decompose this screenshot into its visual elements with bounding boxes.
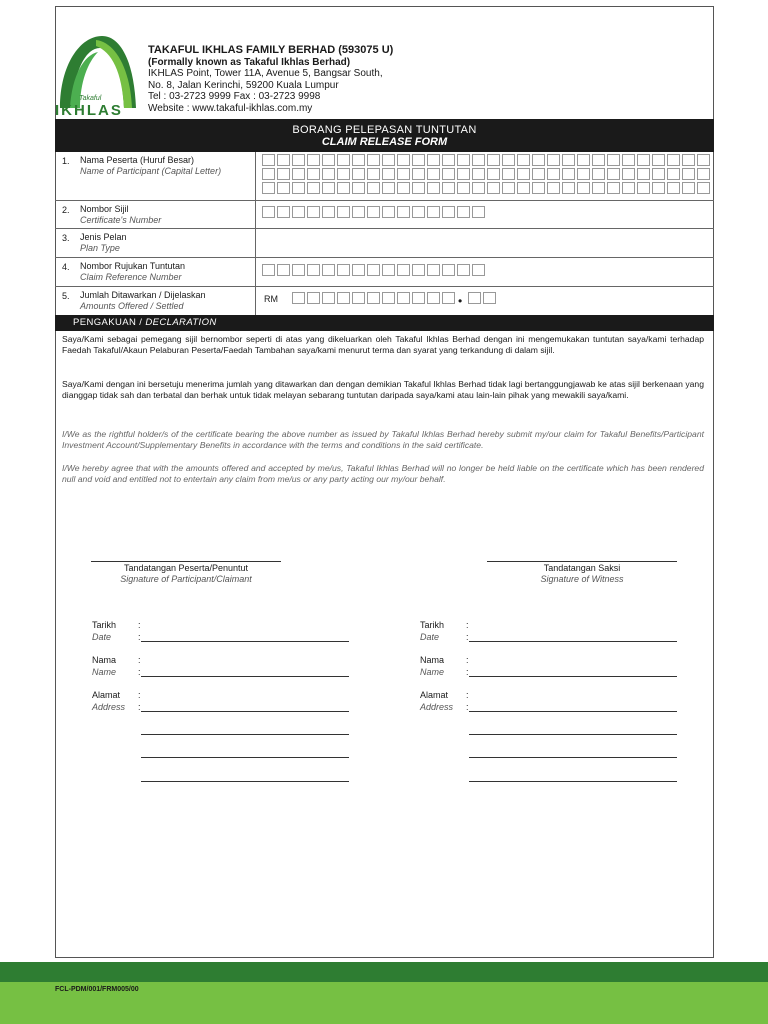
colon: : (466, 655, 469, 665)
address-label: Alamat (92, 690, 121, 700)
char-box[interactable] (457, 206, 470, 218)
char-box[interactable] (472, 206, 485, 218)
char-box[interactable] (652, 154, 665, 166)
char-box[interactable] (367, 292, 380, 304)
char-box[interactable] (577, 182, 590, 194)
char-box[interactable] (457, 168, 470, 180)
amount-input[interactable] (256, 287, 714, 315)
char-box[interactable] (412, 264, 425, 276)
char-box[interactable] (607, 168, 620, 180)
char-box[interactable] (292, 264, 305, 276)
char-box[interactable] (397, 264, 410, 276)
char-box[interactable] (682, 168, 695, 180)
char-box[interactable] (652, 182, 665, 194)
char-box[interactable] (337, 206, 350, 218)
char-box[interactable] (352, 206, 365, 218)
logo-wordmark: IKHLAS (55, 102, 123, 119)
char-box[interactable] (397, 154, 410, 166)
char-box[interactable] (547, 182, 560, 194)
char-box[interactable] (637, 182, 650, 194)
char-box[interactable] (322, 264, 335, 276)
field-number: 1. (62, 156, 70, 166)
char-box[interactable] (277, 168, 290, 180)
field-label-cell (55, 287, 256, 315)
char-box[interactable] (412, 292, 425, 304)
char-box[interactable] (682, 182, 695, 194)
field-row-claim-reference (55, 258, 714, 287)
char-boxes-row-2[interactable] (262, 168, 712, 180)
char-box[interactable] (307, 292, 320, 304)
char-box[interactable] (367, 182, 380, 194)
date-label-english: Date (420, 632, 440, 642)
declaration-paragraph-1: Saya/Kami sebagai pemegang sijil bernombor seperti di atas yang dikeluarkan oleh Takaful Ikhlas Berhad dengan ini mengemukakan tuntutan saya/kami terhadap Faedah Takaful/Akaun Pelaburan Peserta/Faedah Tambahan saya/kami menurut terma dan syarat yang terkandung di dalam sijil. (62, 334, 704, 356)
name-label: Nama (420, 655, 445, 665)
char-box[interactable] (307, 182, 320, 194)
colon: : (138, 632, 141, 642)
participant-signature-text: Tandatangan Peserta/Penuntut (123, 563, 249, 573)
char-box[interactable] (352, 168, 365, 180)
char-box[interactable] (532, 168, 545, 180)
char-box[interactable] (337, 154, 350, 166)
form-title-bar (55, 119, 714, 152)
declaration-paragraph-english-2: I/We hereby agree that with the amounts offered and accepted by me/us, Takaful Ikhlas Berhad will no longer be held liable on the certificate which has been rendered null and void and entitled not to entertain any claim from me/us or any party acting our my/our behalf. (62, 463, 704, 485)
participant-signature-label (91, 563, 281, 585)
char-box[interactable] (382, 154, 395, 166)
char-box[interactable] (472, 182, 485, 194)
form-code: FCL-PDM/001/FRM005/00 (55, 986, 139, 993)
char-box[interactable] (427, 182, 440, 194)
char-box[interactable] (607, 154, 620, 166)
char-box[interactable] (322, 182, 335, 194)
char-box[interactable] (412, 182, 425, 194)
colon: : (138, 620, 141, 630)
company-formerly: (Formally known as Takaful Ikhlas Berhad) (148, 56, 351, 68)
char-box[interactable] (457, 182, 470, 194)
name-label-english: Name (420, 667, 445, 677)
char-box[interactable] (337, 264, 350, 276)
char-box[interactable] (667, 168, 680, 180)
char-box[interactable] (592, 168, 605, 180)
witness-address-line-3[interactable] (469, 757, 677, 758)
company-info (148, 45, 393, 114)
colon: : (466, 667, 469, 677)
field-row-amount (55, 287, 714, 315)
char-box[interactable] (322, 154, 335, 166)
char-box[interactable] (367, 264, 380, 276)
amount-sen-boxes[interactable] (468, 292, 498, 304)
field-label: Jenis Pelan (80, 232, 127, 242)
field-label-cell (55, 229, 256, 257)
char-box[interactable] (472, 168, 485, 180)
char-box[interactable] (622, 168, 635, 180)
char-box[interactable] (412, 168, 425, 180)
colon: : (466, 690, 469, 700)
participant-signature-text-english: Signature of Participant/Claimant (120, 574, 252, 584)
field-label: Nama Peserta (Huruf Besar) (80, 155, 195, 165)
colon: : (138, 655, 141, 665)
char-box[interactable] (442, 182, 455, 194)
participant-address-line-2[interactable] (141, 734, 349, 735)
witness-signature-line[interactable] (487, 561, 677, 562)
declaration-paragraph-2: Saya/Kami dengan ini bersetuju menerima jumlah yang ditawarkan dan dengan demikian Takaful Ikhlas Berhad tidak lagi bertanggungjawab ke atas sijil berkenaan yang dianggap tidak sah dan terbatal dan berhak untuk tidak melayan sebarang tuntutan daripada saya/kami atau lain-lain pihak yang mewakili saya/kami. (62, 379, 704, 401)
declaration-heading: PENGAKUAN / (73, 317, 146, 328)
field-label-english: Amounts Offered / Settled (80, 301, 184, 311)
colon: : (466, 620, 469, 630)
char-box[interactable] (352, 154, 365, 166)
char-box[interactable] (382, 168, 395, 180)
name-label-english: Name (92, 667, 117, 677)
declaration-heading-english: DECLARATION (145, 317, 217, 328)
certificate-number-input[interactable] (256, 201, 714, 228)
char-box[interactable] (382, 292, 395, 304)
char-box[interactable] (457, 154, 470, 166)
char-box[interactable] (277, 154, 290, 166)
char-box[interactable] (427, 154, 440, 166)
char-box[interactable] (307, 264, 320, 276)
char-box[interactable] (397, 206, 410, 218)
char-box[interactable] (322, 168, 335, 180)
char-box[interactable] (517, 154, 530, 166)
participant-address-line-1[interactable] (141, 711, 349, 712)
char-box[interactable] (412, 206, 425, 218)
char-box[interactable] (307, 206, 320, 218)
declaration-heading-bar (55, 315, 714, 331)
form-title-malay: BORANG PELEPASAN TUNTUTAN (292, 124, 477, 136)
participant-name-input[interactable] (256, 152, 714, 200)
char-box[interactable] (262, 264, 275, 276)
char-box[interactable] (487, 168, 500, 180)
char-box[interactable] (367, 168, 380, 180)
char-box[interactable] (322, 292, 335, 304)
char-box[interactable] (592, 182, 605, 194)
char-boxes-row-1[interactable] (262, 154, 712, 166)
char-box[interactable] (483, 292, 496, 304)
char-box[interactable] (322, 206, 335, 218)
char-box[interactable] (427, 168, 440, 180)
claim-form-table (55, 152, 714, 315)
char-boxes[interactable] (262, 206, 487, 218)
char-box[interactable] (577, 154, 590, 166)
char-box[interactable] (652, 168, 665, 180)
field-label-cell (55, 201, 256, 228)
char-box[interactable] (427, 206, 440, 218)
char-box[interactable] (262, 168, 275, 180)
date-label-english: Date (92, 632, 112, 642)
field-number: 4. (62, 262, 70, 272)
char-box[interactable] (337, 292, 350, 304)
company-phone: Tel : 03-2723 9999 Fax : 03-2723 9998 (148, 91, 321, 102)
witness-signature-text-english: Signature of Witness (540, 574, 624, 584)
field-label-english: Name of Participant (Capital Letter) (80, 166, 222, 176)
char-box[interactable] (337, 182, 350, 194)
char-box[interactable] (427, 264, 440, 276)
colon: : (466, 702, 469, 712)
char-box[interactable] (397, 182, 410, 194)
field-label-english: Claim Reference Number (80, 272, 182, 282)
char-box[interactable] (697, 168, 710, 180)
field-label: Jumlah Ditawarkan / Dijelaskan (80, 290, 206, 300)
field-row-participant-name (55, 152, 714, 201)
name-label: Nama (92, 655, 117, 665)
char-box[interactable] (472, 154, 485, 166)
char-box[interactable] (697, 182, 710, 194)
char-box[interactable] (367, 206, 380, 218)
field-label: Nombor Rujukan Tuntutan (80, 261, 186, 271)
char-box[interactable] (472, 264, 485, 276)
char-box[interactable] (562, 182, 575, 194)
char-box[interactable] (442, 168, 455, 180)
char-box[interactable] (307, 154, 320, 166)
field-row-certificate-number (55, 201, 714, 229)
form-title-english: CLAIM RELEASE FORM (321, 136, 448, 148)
char-box[interactable] (442, 154, 455, 166)
char-box[interactable] (607, 182, 620, 194)
participant-address-line-4[interactable] (141, 781, 349, 782)
colon: : (138, 690, 141, 700)
char-box[interactable] (637, 168, 650, 180)
char-box[interactable] (277, 206, 290, 218)
char-box[interactable] (487, 182, 500, 194)
char-box[interactable] (562, 154, 575, 166)
declaration-paragraph-english-1: I/We as the rightful holder/s of the certificate bearing the above number as issued by Takaful Ikhlas Berhad hereby submit my/our claim for Takaful Benefits/Participant Investment Account/Supplementary Benefits in accordance with the terms and conditions in the said certificate. (62, 429, 704, 451)
field-number: 2. (62, 205, 70, 215)
char-box[interactable] (337, 168, 350, 180)
char-box[interactable] (468, 292, 481, 304)
char-box[interactable] (547, 154, 560, 166)
amount-ringgit-boxes[interactable] (292, 292, 457, 304)
field-number: 3. (62, 233, 70, 243)
participant-address-label (92, 689, 125, 713)
char-box[interactable] (307, 168, 320, 180)
witness-name-line[interactable] (469, 676, 677, 677)
participant-name-label (92, 654, 116, 678)
plan-type-input[interactable] (256, 229, 714, 257)
char-box[interactable] (352, 264, 365, 276)
char-box[interactable] (397, 168, 410, 180)
char-box[interactable] (502, 168, 515, 180)
witness-date-line[interactable] (469, 641, 677, 642)
witness-date-label (420, 619, 444, 643)
witness-address-line-1[interactable] (469, 711, 677, 712)
char-box[interactable] (277, 182, 290, 194)
char-box[interactable] (547, 168, 560, 180)
witness-address-line-2[interactable] (469, 734, 677, 735)
char-box[interactable] (292, 154, 305, 166)
address-label-english: Address (420, 702, 454, 712)
char-box[interactable] (532, 154, 545, 166)
char-box[interactable] (262, 154, 275, 166)
witness-address-label (420, 689, 453, 713)
char-box[interactable] (277, 264, 290, 276)
colon: : (138, 702, 141, 712)
participant-name-line[interactable] (141, 676, 349, 677)
address-label-english: Address (92, 702, 126, 712)
char-box[interactable] (622, 182, 635, 194)
char-box[interactable] (562, 168, 575, 180)
char-box[interactable] (502, 182, 515, 194)
date-label: Tarikh (92, 620, 117, 630)
char-box[interactable] (442, 206, 455, 218)
witness-address-line-4[interactable] (469, 781, 677, 782)
char-box[interactable] (517, 182, 530, 194)
char-box[interactable] (397, 292, 410, 304)
field-label: Nombor Sijil (80, 204, 129, 214)
participant-date-label (92, 619, 116, 643)
char-box[interactable] (457, 264, 470, 276)
char-box[interactable] (442, 292, 455, 304)
field-label-english: Certificate's Number (80, 215, 162, 225)
char-box[interactable] (292, 292, 305, 304)
char-box[interactable] (292, 168, 305, 180)
witness-signature-label (487, 563, 677, 585)
date-label: Tarikh (420, 620, 445, 630)
claim-reference-input[interactable] (256, 258, 714, 286)
field-label-english: Plan Type (80, 243, 120, 253)
char-box[interactable] (487, 154, 500, 166)
char-box[interactable] (292, 206, 305, 218)
field-row-plan-type (55, 229, 714, 258)
char-box[interactable] (382, 206, 395, 218)
char-box[interactable] (502, 154, 515, 166)
char-box[interactable] (577, 168, 590, 180)
char-box[interactable] (262, 206, 275, 218)
footer-band-dark (0, 962, 768, 982)
currency-label: RM (264, 294, 278, 304)
field-label-cell (55, 152, 256, 200)
char-box[interactable] (637, 154, 650, 166)
company-address-line-1: IKHLAS Point, Tower 11A, Avenue 5, Bangsar South, (148, 68, 383, 79)
participant-address-line-3[interactable] (141, 757, 349, 758)
char-box[interactable] (412, 154, 425, 166)
company-website: Website : www.takaful-ikhlas.com.my (148, 102, 313, 114)
char-box[interactable] (622, 154, 635, 166)
logo-small-text: Takaful (79, 95, 102, 102)
participant-date-line[interactable] (141, 641, 349, 642)
char-box[interactable] (367, 154, 380, 166)
char-box[interactable] (667, 154, 680, 166)
participant-signature-line[interactable] (91, 561, 281, 562)
char-box[interactable] (352, 182, 365, 194)
char-box[interactable] (592, 154, 605, 166)
char-box[interactable] (382, 264, 395, 276)
char-box[interactable] (382, 182, 395, 194)
colon: : (466, 632, 469, 642)
char-box[interactable] (697, 154, 710, 166)
witness-name-label (420, 654, 444, 678)
char-box[interactable] (682, 154, 695, 166)
char-box[interactable] (442, 264, 455, 276)
char-box[interactable] (427, 292, 440, 304)
char-box[interactable] (352, 292, 365, 304)
char-box[interactable] (532, 182, 545, 194)
char-box[interactable] (292, 182, 305, 194)
char-boxes[interactable] (262, 264, 487, 276)
company-address-line-2: No. 8, Jalan Kerinchi, 59200 Kuala Lumpur (148, 79, 339, 91)
address-label: Alamat (420, 690, 449, 700)
decimal-point: • (458, 294, 463, 308)
field-label-cell (55, 258, 256, 286)
company-name: TAKAFUL IKHLAS FAMILY BERHAD (593075 U) (148, 44, 394, 56)
char-boxes-row-3[interactable] (262, 182, 712, 194)
char-box[interactable] (517, 168, 530, 180)
char-box[interactable] (667, 182, 680, 194)
field-number: 5. (62, 291, 70, 301)
colon: : (138, 667, 141, 677)
witness-signature-text: Tandatangan Saksi (543, 563, 621, 573)
char-box[interactable] (262, 182, 275, 194)
